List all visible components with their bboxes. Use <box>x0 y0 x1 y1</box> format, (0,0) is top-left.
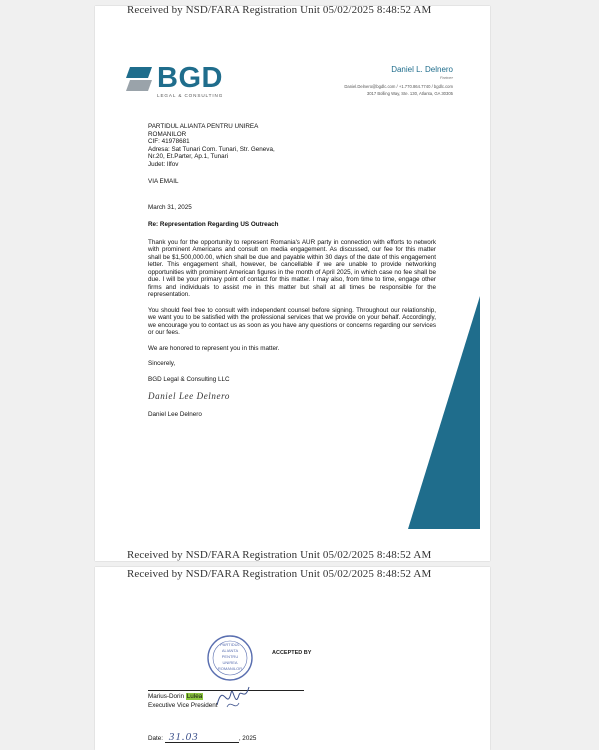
fara-stamp-top-page2: Received by NSD/FARA Registration Unit 05/02/2025 8:48:52 AM <box>127 568 432 580</box>
paragraph-honored: We are honored to represent you in this matter. <box>148 344 280 352</box>
signer-name: Daniel Lee Delnero <box>148 410 202 418</box>
handwritten-signature <box>213 675 253 713</box>
date-year: , 2025 <box>238 735 257 742</box>
sender-contact: Daniel.Delnero@bgdlc.com / +1.770.864.7740 / bgdlc.com <box>344 84 453 89</box>
signer-title: Executive Vice President <box>148 701 218 709</box>
firm-name: BGD Legal & Consulting LLC <box>148 375 230 383</box>
seal-line-3: PENTRU <box>221 654 239 659</box>
bgd-logo-mark-icon <box>126 65 154 93</box>
sender-address: 3017 Bolling Way, Ste. 130, Atlanta, GA 30305 <box>366 91 453 96</box>
accepted-by-label: ACCEPTED BY <box>272 650 312 656</box>
fara-stamp-bottom-page1: Received by NSD/FARA Registration Unit 05/02/2025 8:48:52 AM <box>127 549 432 561</box>
recipient-county: Judet: Ilfov <box>148 160 179 168</box>
sender-title: Partner <box>439 75 453 80</box>
fara-stamp-top-page1: Received by NSD/FARA Registration Unit 05/02/2025 8:48:52 AM <box>127 4 432 16</box>
acceptance-signer <box>148 693 218 710</box>
bgd-logo <box>126 63 236 103</box>
paragraph-counsel: You should feel free to consult with independent counsel before signing. Throughout our relationship, we want you to be satisfied with the professional services that we provide on your behalf. Accordingly, we encourage you to contact us as soon as you have any questions or concerns regarding our services or our fees. <box>148 306 436 336</box>
signer-first-name: Marius-Dorin <box>148 693 186 700</box>
recipient-block <box>148 123 288 168</box>
letter-page-2 <box>95 567 490 750</box>
letter-subject: Re: Representation Regarding US Outreach <box>148 221 279 228</box>
letter-date: March 31, 2025 <box>148 203 192 211</box>
closing: Sincerely, <box>148 360 176 367</box>
acceptance-date <box>148 733 256 743</box>
signer-surname-highlight: Lulea <box>186 693 203 700</box>
paragraph-fee: Thank you for the opportunity to represent Romania's AUR party in connection with efforts to network with prominent Americans and consult on media engagement. As discussed, our fee for this matter shall be $1,500,000.00, which shall be due and payable within 30 days of the date of this engagement letter. This engagement shall, however, be cancellable if we are unable to provide networking opportunities with prominent American figures in the month of April 2025, in which case no fee shall be due. I will be your primary point of contact for this matter. I may also, from time to time, engage other firms and individuals to assist me in this matter but shall at all times be responsible for the representation. <box>148 238 436 298</box>
letter-body <box>148 123 436 418</box>
date-handwritten: 31.03 <box>165 733 239 743</box>
via-email: VIA EMAIL <box>148 178 179 185</box>
recipient-cif: CIF: 41978681 <box>148 138 190 145</box>
recipient-name: PARTIDUL ALIANTA PENTRU UNIREA ROMANILOR <box>148 123 258 138</box>
logo-subtitle: LEGAL & CONSULTING <box>157 93 224 98</box>
letter-page-1 <box>95 6 490 561</box>
logo-text: BGD <box>157 62 223 94</box>
date-label: Date: <box>148 735 164 742</box>
seal-line-1: PARTIDUL <box>220 642 240 647</box>
sender-block <box>344 65 453 96</box>
recipient-address: Adresa: Sat Tunari Com. Tunari, Str. Geneva, Nr.20, Et.Parter, Ap.1, Tunari <box>148 145 275 160</box>
seal-line-5: ROMANILOR <box>217 666 243 671</box>
acceptance-signer-name <box>148 693 218 702</box>
seal-line-2: ALIANTA <box>221 648 239 653</box>
sender-name: Daniel L. Delnero <box>391 65 453 74</box>
decorative-triangle <box>408 296 480 529</box>
seal-line-4: UNIREA <box>222 660 238 665</box>
signature-delnero: Daniel Lee Delnero <box>148 391 230 401</box>
